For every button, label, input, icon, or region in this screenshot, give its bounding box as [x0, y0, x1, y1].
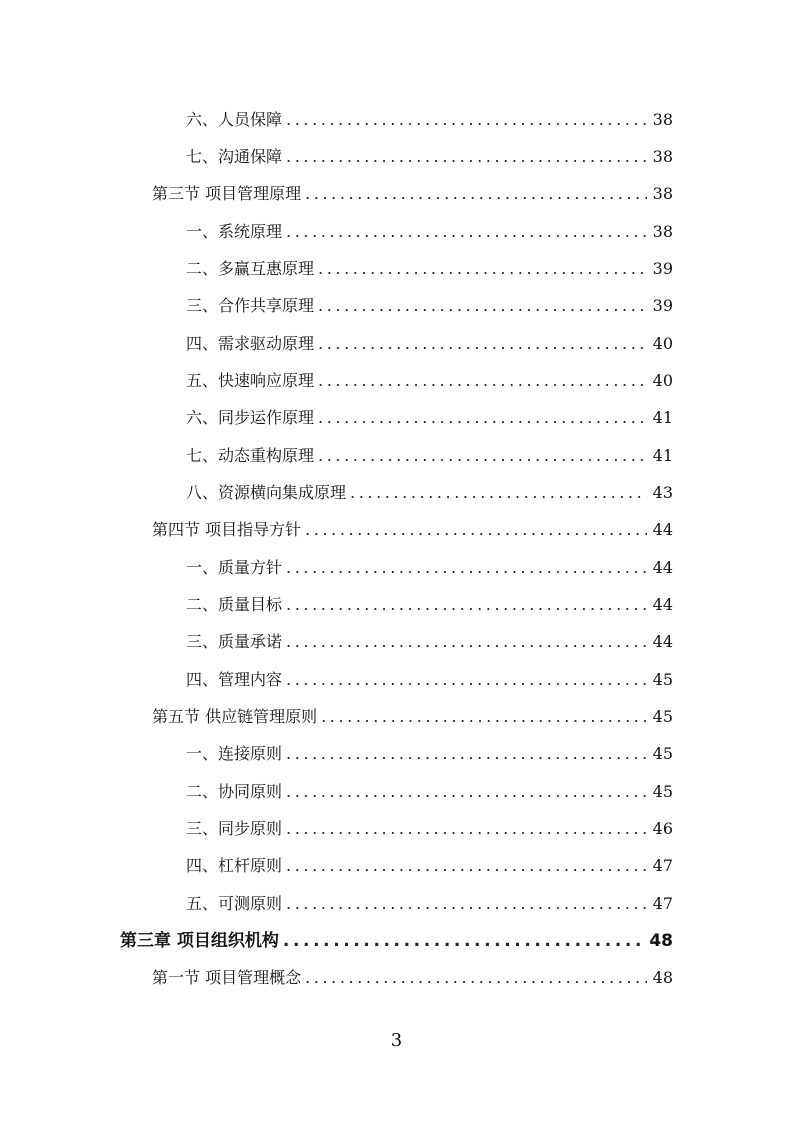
toc-leader-dots	[286, 142, 647, 172]
toc-entry[interactable]	[186, 478, 673, 508]
toc-entry-title: 四、管理内容	[186, 670, 283, 689]
toc-entry-page: 45	[652, 744, 673, 763]
toc-entry[interactable]	[186, 403, 673, 433]
toc-entry-page: 44	[652, 520, 673, 539]
toc-entry-title: 二、协同原则	[186, 782, 283, 801]
toc-entry-title: 七、动态重构原理	[186, 446, 315, 465]
toc-entry-page: 41	[652, 446, 673, 465]
toc-leader-dots	[318, 403, 647, 433]
toc-entry[interactable]	[186, 889, 673, 919]
toc-entry-page: 40	[652, 334, 673, 353]
toc-entry-chapter[interactable]	[120, 926, 673, 956]
toc-entry-page: 40	[652, 371, 673, 390]
page-number: 3	[390, 1030, 403, 1051]
toc-leader-dots	[318, 441, 647, 471]
toc-leader-dots	[286, 590, 647, 620]
toc-entry-page: 45	[652, 670, 673, 689]
toc-entry-title: 第三节 项目管理原理	[152, 184, 302, 203]
toc-leader-dots	[318, 366, 647, 396]
toc-entry-title: 二、质量目标	[186, 595, 283, 614]
toc-entry-page: 38	[652, 147, 673, 166]
toc-entry-page: 39	[652, 296, 673, 315]
toc-entry-page: 38	[652, 110, 673, 129]
toc-leader-dots	[318, 254, 647, 284]
toc-entry-page: 41	[652, 408, 673, 427]
toc-entry-page: 38	[652, 222, 673, 241]
toc-leader-dots	[318, 291, 647, 321]
toc-entry-title: 三、合作共享原理	[186, 296, 315, 315]
toc-entry-page: 44	[652, 632, 673, 651]
toc-entry-page: 43	[652, 483, 673, 502]
toc-leader-dots	[318, 329, 647, 359]
toc-entry[interactable]	[152, 179, 673, 209]
toc-leader-dots	[286, 627, 647, 657]
toc-entry[interactable]	[186, 441, 673, 471]
toc-entry-title: 六、人员保障	[186, 110, 283, 129]
toc-entry-title: 六、同步运作原理	[186, 408, 315, 427]
toc-entry-title: 四、杠杆原则	[186, 856, 283, 875]
toc-entry[interactable]	[186, 590, 673, 620]
toc-entry[interactable]	[186, 142, 673, 172]
toc-entry-page: 48	[652, 968, 673, 987]
toc-entry[interactable]	[152, 515, 673, 545]
toc-entry[interactable]	[152, 963, 673, 993]
toc-entry-page: 48	[649, 931, 673, 951]
toc-leader-dots	[286, 851, 647, 881]
toc-entry-page: 45	[652, 707, 673, 726]
toc-entry-page: 44	[652, 595, 673, 614]
toc-entry[interactable]	[186, 105, 673, 135]
toc-entry-title: 一、连接原则	[186, 744, 283, 763]
toc-leader-dots	[305, 179, 647, 209]
toc-entry[interactable]	[186, 665, 673, 695]
toc-leader-dots	[286, 777, 647, 807]
toc-leader-dots	[321, 702, 647, 732]
toc-leader-dots	[286, 889, 647, 919]
toc-entry[interactable]	[186, 739, 673, 769]
toc-entry-page: 38	[652, 184, 673, 203]
toc-leader-dots	[350, 478, 647, 508]
toc-entry-page: 47	[652, 856, 673, 875]
toc-entry-title: 三、质量承诺	[186, 632, 283, 651]
toc-entry-title: 第一节 项目管理概念	[152, 968, 302, 987]
toc-entry[interactable]	[152, 702, 673, 732]
toc-entry[interactable]	[186, 553, 673, 583]
toc-entry-title: 三、同步原则	[186, 819, 283, 838]
toc-entry-page: 39	[652, 259, 673, 278]
toc-entry[interactable]	[186, 777, 673, 807]
toc-entry-title: 二、多赢互惠原理	[186, 259, 315, 278]
toc-entry-title: 第三章 项目组织机构	[120, 931, 279, 951]
toc-entry-page: 47	[652, 894, 673, 913]
toc-entry-title: 五、可测原则	[186, 894, 283, 913]
toc-leader-dots	[286, 553, 647, 583]
toc-entry[interactable]	[186, 851, 673, 881]
toc-entry[interactable]	[186, 814, 673, 844]
toc-entry[interactable]	[186, 329, 673, 359]
toc-entry-page: 45	[652, 782, 673, 801]
toc-leader-dots	[305, 963, 647, 993]
toc-entry[interactable]	[186, 627, 673, 657]
toc-entry-title: 五、快速响应原理	[186, 371, 315, 390]
toc-leader-dots	[283, 926, 643, 956]
toc-entry[interactable]	[186, 366, 673, 396]
toc-entry[interactable]	[186, 254, 673, 284]
toc-entry-title: 一、质量方针	[186, 558, 283, 577]
toc-entry-title: 第四节 项目指导方针	[152, 520, 302, 539]
toc-leader-dots	[286, 665, 647, 695]
toc-entry-page: 46	[652, 819, 673, 838]
toc-entry-title: 四、需求驱动原理	[186, 334, 315, 353]
toc-leader-dots	[286, 105, 647, 135]
toc-leader-dots	[305, 515, 647, 545]
toc-entry-title: 七、沟通保障	[186, 147, 283, 166]
toc-entry[interactable]	[186, 291, 673, 321]
toc-entry-page: 44	[652, 558, 673, 577]
toc-leader-dots	[286, 739, 647, 769]
toc-leader-dots	[286, 814, 647, 844]
toc-leader-dots	[286, 217, 647, 247]
toc-entry-title: 第五节 供应链管理原则	[152, 707, 318, 726]
toc-entry-title: 八、资源横向集成原理	[186, 483, 347, 502]
toc-entry[interactable]	[186, 217, 673, 247]
toc-entry-title: 一、系统原理	[186, 222, 283, 241]
